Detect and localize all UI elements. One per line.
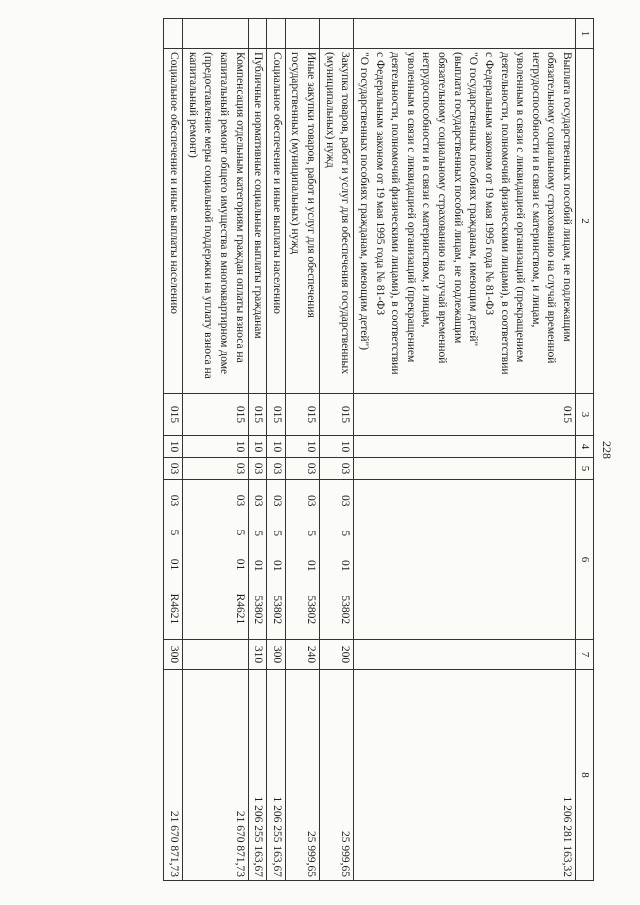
column-number-4: 4 (576, 436, 594, 458)
expense-type-code: 310 (248, 640, 267, 670)
table-row (248, 19, 267, 881)
section-code: 10 (248, 436, 267, 458)
target-article-parts (164, 480, 182, 639)
row-number-cell (164, 19, 183, 49)
sum-cell: 21 670 871,73 (164, 670, 183, 881)
grbs-code: 015 (285, 394, 319, 436)
target-article-code (183, 480, 249, 640)
grbs-code: 015 (183, 394, 249, 436)
column-number-3: 3 (576, 394, 594, 436)
column-number-1: 1 (576, 19, 594, 49)
item-name-line: капитальный ремонт общего имущества в многоквартирном доме (217, 52, 230, 375)
target-article-part: 53802 (339, 595, 352, 625)
grbs-code: 015 (354, 394, 576, 436)
target-article-code (267, 480, 286, 640)
table-row (354, 19, 576, 881)
item-name-cell (248, 49, 267, 394)
target-article-parts (249, 480, 267, 639)
target-article-parts (230, 480, 248, 639)
column-number-7: 7 (576, 640, 594, 670)
item-name-line: (муниципальных) нужд (323, 52, 336, 168)
target-article-part: 5 (305, 530, 318, 537)
item-name-line: Социальное обеспечение и иные выплаты населению (270, 52, 283, 314)
target-article-part: 01 (339, 559, 352, 572)
expense-type-code: 240 (285, 640, 319, 670)
target-article-code (248, 480, 267, 640)
item-name-line: обязательному социальному страхованию на случай временной (436, 52, 449, 364)
target-article-part: 53802 (270, 595, 283, 625)
target-article-parts (336, 480, 354, 639)
item-name-cell (320, 49, 354, 394)
expense-type-code (354, 640, 576, 670)
sum-cell: 25 999,65 (285, 670, 319, 881)
item-name-line: Компенсация отдельным категориям граждан оплаты взноса на (233, 52, 246, 363)
target-article-part: 01 (252, 559, 265, 572)
item-name-line: (выплата государственных пособий лицам, не подлежащим (451, 52, 464, 344)
target-article-part: 01 (168, 558, 181, 571)
sum-cell: 25 999,65 (320, 670, 354, 881)
section-code (354, 436, 576, 458)
column-number-2: 2 (576, 49, 594, 394)
item-name-cell (183, 49, 249, 394)
target-article-part: 53802 (305, 595, 318, 625)
item-name-line: нетрудоспособности и в связи с материнством, и лицам, (529, 52, 542, 328)
item-name-cell (354, 49, 576, 394)
row-number-cell (183, 19, 249, 49)
section-code: 10 (183, 436, 249, 458)
section-code: 10 (164, 436, 183, 458)
expense-type-code (183, 640, 249, 670)
grbs-code: 015 (267, 394, 286, 436)
item-name-line: "О государственных пособиях гражданам, имеющим детей") (357, 52, 370, 351)
subsection-code: 03 (164, 458, 183, 480)
header-row (576, 19, 594, 881)
row-number-cell (320, 19, 354, 49)
target-article-part: 53802 (252, 595, 265, 625)
item-name-cell (164, 49, 183, 394)
subsection-code: 03 (183, 458, 249, 480)
target-article-part: 01 (270, 559, 283, 572)
item-name-line: нетрудоспособности и в связи с материнством, и лицам, (420, 52, 433, 328)
item-name-line: Иные закупки товаров, работ и услуг для обеспечения (305, 52, 318, 318)
budget-table (163, 18, 594, 881)
item-name-line: деятельности, полномочий физическими лицами), в соответствии (389, 52, 402, 375)
item-name-line: обязательному социальному страхованию на случай временной (545, 52, 558, 364)
target-article-part: 5 (233, 529, 246, 536)
target-article-part: 03 (168, 494, 181, 507)
item-name-cell (285, 49, 319, 394)
target-article-parts (267, 480, 285, 639)
column-number-5: 5 (576, 458, 594, 480)
grbs-code: 015 (320, 394, 354, 436)
item-name-line: деятельности, полномочий физическими лицами), в соответствии (498, 52, 511, 375)
table-row (164, 19, 183, 881)
section-code: 10 (267, 436, 286, 458)
sum-cell: 1 206 255 163,67 (267, 670, 286, 881)
table-row (267, 19, 286, 881)
target-article-part: 5 (270, 530, 283, 537)
item-name-line: (предоставление меры социальной поддержки на уплату взноса на (202, 52, 215, 379)
item-name-line: Выплата государственных пособий лицам, не подлежащим (561, 52, 574, 342)
expense-type-code: 200 (320, 640, 354, 670)
table-row (285, 19, 319, 881)
row-number-cell (267, 19, 286, 49)
item-name-line: с Федеральным законом от 19 мая 1995 года № 81-ФЗ (373, 52, 386, 316)
item-name-line: уволенным в связи с ликвидацией организаций (прекращением (404, 52, 417, 363)
row-number-cell (285, 19, 319, 49)
target-article-code (164, 480, 183, 640)
grbs-code: 015 (164, 394, 183, 436)
target-article-part: R4621 (233, 593, 246, 625)
section-code: 10 (285, 436, 319, 458)
subsection-code: 03 (320, 458, 354, 480)
target-article-part: 03 (252, 494, 265, 507)
sum-cell: 21 670 871,73 (183, 670, 249, 881)
target-article-part: 03 (339, 494, 352, 507)
item-name-line: Социальное обеспечение и иные выплаты населению (168, 52, 181, 314)
target-article-part: R4621 (168, 593, 181, 625)
item-name-line: с Федеральным законом от 19 мая 1995 года № 81-ФЗ (482, 52, 495, 316)
item-name-line: государственных (муниципальных) нужд (289, 52, 302, 255)
column-number-6: 6 (576, 480, 594, 640)
item-name-line: Закупка товаров, работ и услуг для обеспечения государственных (339, 52, 352, 375)
target-article-parts (301, 480, 319, 639)
target-article-part: 03 (305, 494, 318, 507)
table-body (164, 19, 594, 881)
target-article-part: 01 (233, 558, 246, 571)
target-article-part: 5 (252, 530, 265, 537)
sum-cell: 1 206 255 163,67 (248, 670, 267, 881)
row-number-cell (354, 19, 576, 49)
grbs-code: 015 (248, 394, 267, 436)
page-number: 228 (600, 441, 614, 459)
target-article-parts (573, 480, 575, 639)
subsection-code: 03 (267, 458, 286, 480)
target-article-code (354, 480, 576, 640)
sum-cell: 1 206 281 163,32 (354, 670, 576, 881)
row-number-cell (248, 19, 267, 49)
target-article-part: 03 (233, 494, 246, 507)
subsection-code: 03 (285, 458, 319, 480)
subsection-code (354, 458, 576, 480)
table-row (320, 19, 354, 881)
target-article-part: 5 (339, 530, 352, 537)
item-name-line: "О государственных пособиях гражданам, имеющим детей" (467, 52, 480, 347)
item-name-cell (267, 49, 286, 394)
target-article-code (320, 480, 354, 640)
subsection-code: 03 (248, 458, 267, 480)
target-article-part: 01 (305, 559, 318, 572)
target-article-code (285, 480, 319, 640)
item-name-line: уволенным в связи с ликвидацией организаций (прекращением (514, 52, 527, 363)
section-code: 10 (320, 436, 354, 458)
rotated-page-content (20, 10, 620, 890)
item-name-line: Публичные нормативные социальные выплаты гражданам (252, 52, 265, 339)
target-article-part: 5 (168, 529, 181, 536)
expense-type-code: 300 (164, 640, 183, 670)
item-name-line: капитальный ремонт) (186, 52, 199, 158)
table-row (183, 19, 249, 881)
column-number-8: 8 (576, 670, 594, 881)
expense-type-code: 300 (267, 640, 286, 670)
target-article-part: 03 (270, 494, 283, 507)
